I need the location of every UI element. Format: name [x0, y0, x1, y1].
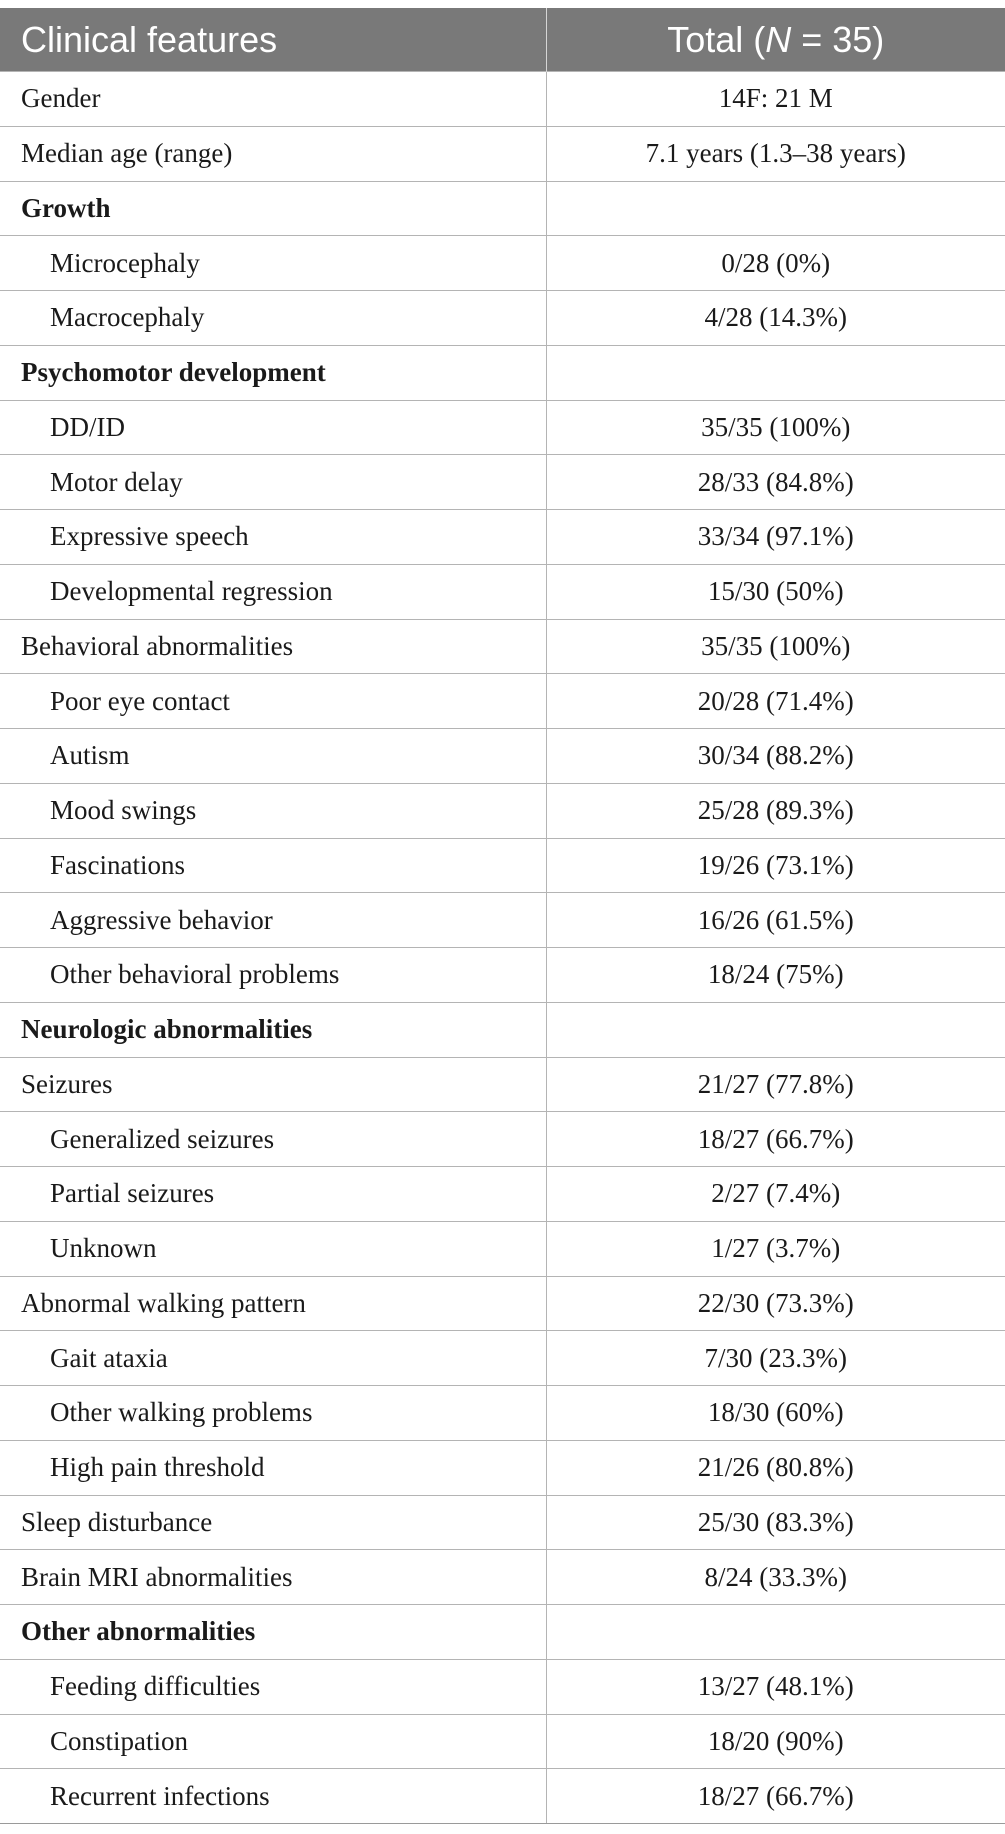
table-row [0, 1659, 1005, 1714]
feature-value: 4/28 (14.3%) [546, 291, 1005, 346]
feature-value: 1/27 (3.7%) [546, 1221, 1005, 1276]
table-row [0, 619, 1005, 674]
table-row [0, 1112, 1005, 1167]
feature-label: Unknown [0, 1221, 546, 1276]
feature-value: 7.1 years (1.3–38 years) [546, 126, 1005, 181]
feature-value: 16/26 (61.5%) [546, 893, 1005, 948]
feature-label: Sleep disturbance [0, 1495, 546, 1550]
header-row [0, 8, 1005, 72]
feature-value [546, 1605, 1005, 1660]
clinical-features-table-container [0, 8, 1005, 1824]
header-total-prefix: Total ( [667, 18, 766, 60]
feature-label: Microcephaly [0, 236, 546, 291]
feature-label: Poor eye contact [0, 674, 546, 729]
feature-label: Autism [0, 729, 546, 784]
feature-label: Gender [0, 72, 546, 127]
feature-label: Generalized seizures [0, 1112, 546, 1167]
feature-value: 21/26 (80.8%) [546, 1440, 1005, 1495]
feature-label: Expressive speech [0, 510, 546, 565]
feature-label: Partial seizures [0, 1167, 546, 1222]
feature-label: Developmental regression [0, 564, 546, 619]
section-row [0, 1605, 1005, 1660]
table-row [0, 510, 1005, 565]
feature-value: 18/27 (66.7%) [546, 1112, 1005, 1167]
header-clinical-features: Clinical features [0, 8, 546, 72]
section-heading: Psychomotor development [0, 345, 546, 400]
table-row [0, 1550, 1005, 1605]
table-row [0, 674, 1005, 729]
feature-value: 30/34 (88.2%) [546, 729, 1005, 784]
feature-value: 18/24 (75%) [546, 948, 1005, 1003]
feature-label: Behavioral abnormalities [0, 619, 546, 674]
feature-value: 28/33 (84.8%) [546, 455, 1005, 510]
table-row [0, 72, 1005, 127]
table-row [0, 1057, 1005, 1112]
section-row [0, 345, 1005, 400]
header-total-suffix: = 35) [791, 18, 885, 60]
feature-value [546, 1002, 1005, 1057]
feature-value: 2/27 (7.4%) [546, 1167, 1005, 1222]
feature-value: 35/35 (100%) [546, 619, 1005, 674]
feature-value: 7/30 (23.3%) [546, 1331, 1005, 1386]
table-row [0, 564, 1005, 619]
table-row [0, 838, 1005, 893]
feature-value: 15/30 (50%) [546, 564, 1005, 619]
table-row [0, 291, 1005, 346]
feature-label: Abnormal walking pattern [0, 1276, 546, 1331]
feature-label: Fascinations [0, 838, 546, 893]
table-row [0, 729, 1005, 784]
table-row [0, 1386, 1005, 1441]
feature-value: 22/30 (73.3%) [546, 1276, 1005, 1331]
table-row [0, 1276, 1005, 1331]
header-total-n: N [765, 18, 792, 60]
table-row [0, 948, 1005, 1003]
feature-value: 21/27 (77.8%) [546, 1057, 1005, 1112]
section-heading: Other abnormalities [0, 1605, 546, 1660]
table-body [0, 72, 1005, 1824]
table-header [0, 8, 1005, 72]
feature-label: Other behavioral problems [0, 948, 546, 1003]
feature-label: Seizures [0, 1057, 546, 1112]
table-row [0, 126, 1005, 181]
feature-value: 25/30 (83.3%) [546, 1495, 1005, 1550]
feature-value: 18/30 (60%) [546, 1386, 1005, 1441]
feature-label: Macrocephaly [0, 291, 546, 346]
section-heading: Neurologic abnormalities [0, 1002, 546, 1057]
table-row [0, 1331, 1005, 1386]
feature-value: 25/28 (89.3%) [546, 783, 1005, 838]
table-row [0, 1167, 1005, 1222]
table-row [0, 400, 1005, 455]
feature-label: Mood swings [0, 783, 546, 838]
feature-value: 20/28 (71.4%) [546, 674, 1005, 729]
feature-value: 18/27 (66.7%) [546, 1769, 1005, 1823]
feature-label: Aggressive behavior [0, 893, 546, 948]
feature-value: 19/26 (73.1%) [546, 838, 1005, 893]
table-row [0, 1221, 1005, 1276]
table-row [0, 236, 1005, 291]
feature-label: Other walking problems [0, 1386, 546, 1441]
feature-label: Brain MRI abnormalities [0, 1550, 546, 1605]
section-heading: Growth [0, 181, 546, 236]
feature-label: Feeding difficulties [0, 1659, 546, 1714]
feature-value [546, 181, 1005, 236]
feature-value: 13/27 (48.1%) [546, 1659, 1005, 1714]
table-row [0, 1440, 1005, 1495]
table-row [0, 783, 1005, 838]
section-row [0, 181, 1005, 236]
feature-label: Median age (range) [0, 126, 546, 181]
feature-label: Constipation [0, 1714, 546, 1769]
feature-label: Gait ataxia [0, 1331, 546, 1386]
feature-value: 0/28 (0%) [546, 236, 1005, 291]
table-row [0, 1714, 1005, 1769]
feature-label: Recurrent infections [0, 1769, 546, 1823]
feature-label: High pain threshold [0, 1440, 546, 1495]
feature-value: 8/24 (33.3%) [546, 1550, 1005, 1605]
feature-value: 18/20 (90%) [546, 1714, 1005, 1769]
clinical-features-table [0, 8, 1005, 1823]
table-row [0, 893, 1005, 948]
feature-value: 14F: 21 M [546, 72, 1005, 127]
section-row [0, 1002, 1005, 1057]
table-row [0, 455, 1005, 510]
feature-value [546, 345, 1005, 400]
header-total [546, 8, 1005, 72]
feature-label: DD/ID [0, 400, 546, 455]
feature-value: 33/34 (97.1%) [546, 510, 1005, 565]
feature-label: Motor delay [0, 455, 546, 510]
feature-value: 35/35 (100%) [546, 400, 1005, 455]
table-row [0, 1495, 1005, 1550]
table-row [0, 1769, 1005, 1823]
